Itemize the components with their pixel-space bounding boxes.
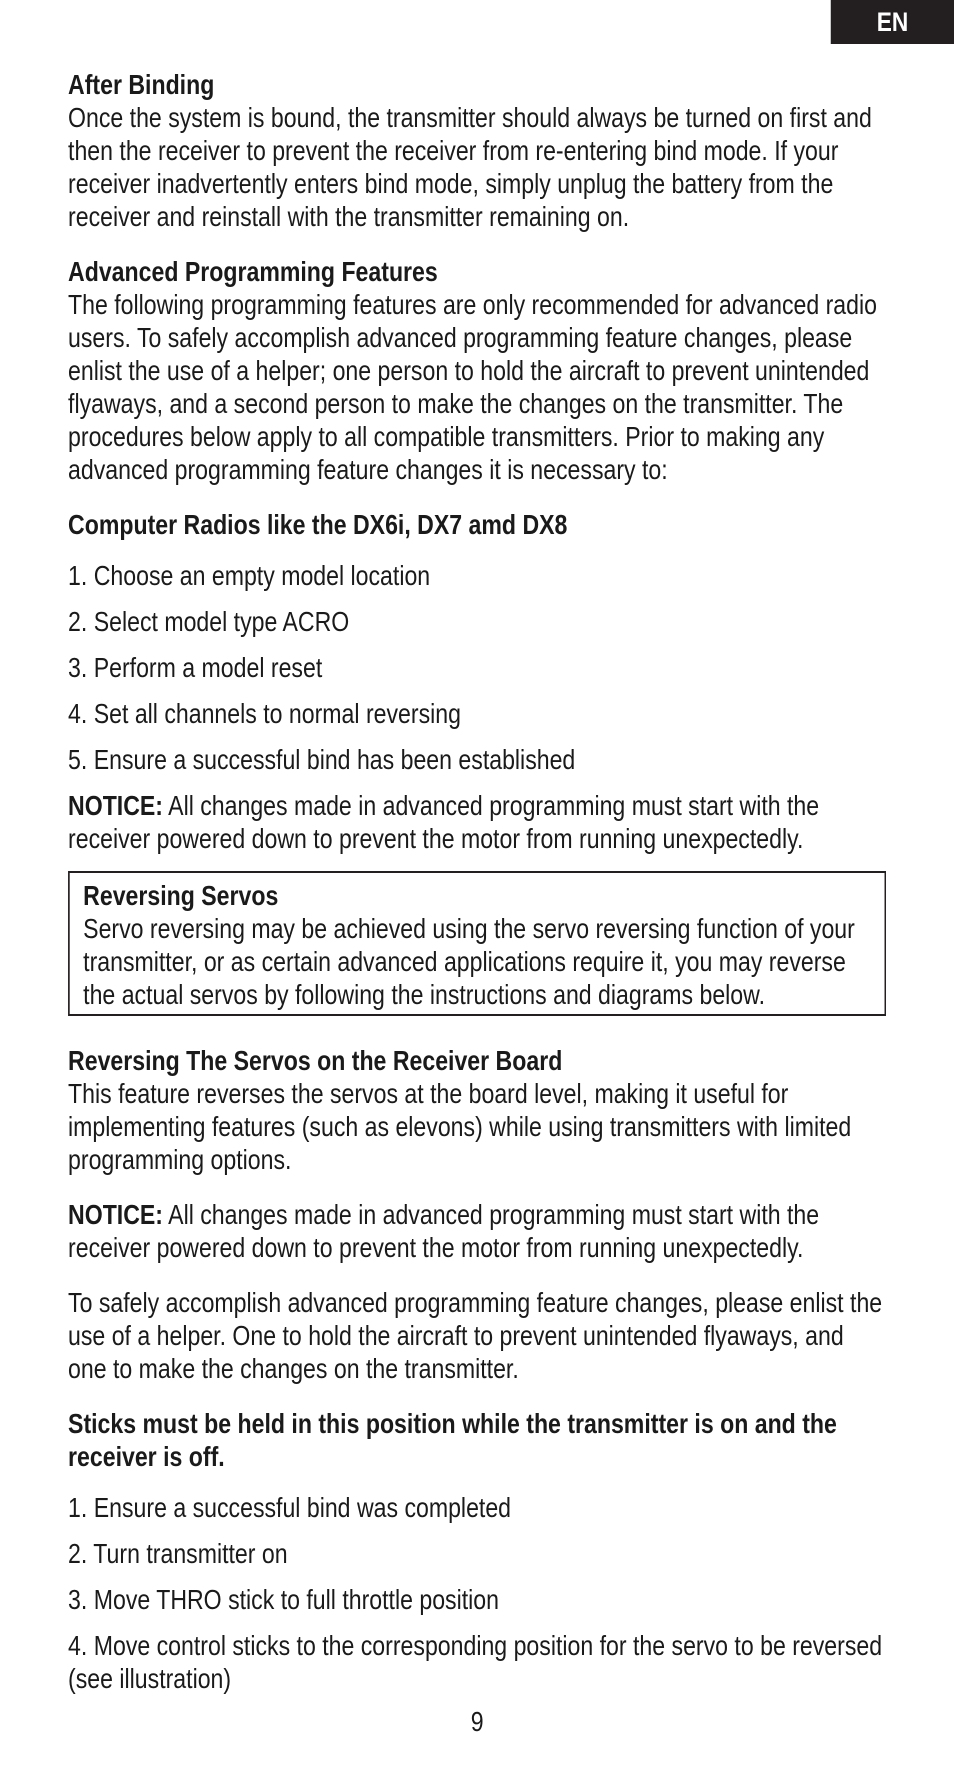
list-item: 1. Ensure a successful bind was completed xyxy=(68,1492,512,1523)
notice-text: All changes made in advanced programming must start with the receiver powered down to prevent the motor from running unexpectedly. xyxy=(68,1199,820,1263)
list-item: 1. Choose an empty model location xyxy=(68,560,431,591)
computer-radios-heading: Computer Radios like the DX6i, DX7 amd DX8 xyxy=(68,509,568,540)
list-item: 2. Turn transmitter on xyxy=(68,1538,288,1569)
list-item: 5. Ensure a successful bind has been established xyxy=(68,744,576,775)
final-steps-list xyxy=(68,1491,886,1695)
helper-paragraph: To safely accomplish advanced programming feature changes, please enlist the use of a helper. One to hold the aircraft to prevent unintended flyaways, and one to make the changes on the transmitter. xyxy=(68,1287,883,1384)
after-binding-section xyxy=(68,68,886,233)
list-item: 4. Set all channels to normal reversing xyxy=(68,698,461,729)
advanced-programming-section xyxy=(68,255,886,486)
reversing-servos-heading: Reversing Servos xyxy=(83,880,279,911)
computer-radios-steps xyxy=(68,559,886,776)
page-content xyxy=(68,68,886,1708)
language-tab: EN xyxy=(831,0,954,44)
list-item: 2. Select model type ACRO xyxy=(68,606,350,637)
receiver-board-body: This feature reverses the servos at the board level, making it useful for implementing features (such as elevons) while using transmitters with limited programming options. xyxy=(68,1078,852,1175)
after-binding-heading: After Binding xyxy=(68,69,215,100)
notice-label: NOTICE: xyxy=(68,1199,164,1230)
reversing-servos-box xyxy=(68,871,886,1016)
list-item: 4. Move control sticks to the corresponding position for the servo to be reversed (see illustration) xyxy=(68,1630,883,1694)
notice-label: NOTICE: xyxy=(68,790,164,821)
computer-radios-section xyxy=(68,508,886,776)
list-item: 3. Perform a model reset xyxy=(68,652,323,683)
reversing-servos-body: Servo reversing may be achieved using the servo reversing function of your transmitter, or as certain advanced applications require it, you may reverse the actual servos by following the instructions and diagrams below. xyxy=(83,913,855,1010)
after-binding-body: Once the system is bound, the transmitter should always be turned on first and then the receiver to prevent the receiver from re-entering bind mode. If your receiver inadvertently enters bind mode, simply unplug the battery from the receiver and reinstall with the transmitter remaining on. xyxy=(68,102,872,232)
receiver-board-section xyxy=(68,1044,886,1176)
advanced-programming-heading: Advanced Programming Features xyxy=(68,256,438,287)
page-number: 9 xyxy=(470,1706,484,1737)
sticks-instruction: Sticks must be held in this position while the transmitter is on and the receiver is off. xyxy=(68,1408,837,1472)
notice-paragraph-1 xyxy=(68,789,886,855)
notice-text: All changes made in advanced programming must start with the receiver powered down to prevent the motor from running unexpectedly. xyxy=(68,790,820,854)
advanced-programming-body: The following programming features are only recommended for advanced radio users. To safely accomplish advanced programming feature changes, please enlist the use of a helper; one person to hold the aircraft to prevent unintended flyaways, and a second person to make the changes on the transmitter. The procedures below apply to all compatible transmitters. Prior to making any advanced programming feature changes it is necessary to: xyxy=(68,289,877,485)
receiver-board-heading: Reversing The Servos on the Receiver Board xyxy=(68,1045,563,1076)
notice-paragraph-2 xyxy=(68,1198,886,1264)
list-item: 3. Move THRO stick to full throttle position xyxy=(68,1584,499,1615)
